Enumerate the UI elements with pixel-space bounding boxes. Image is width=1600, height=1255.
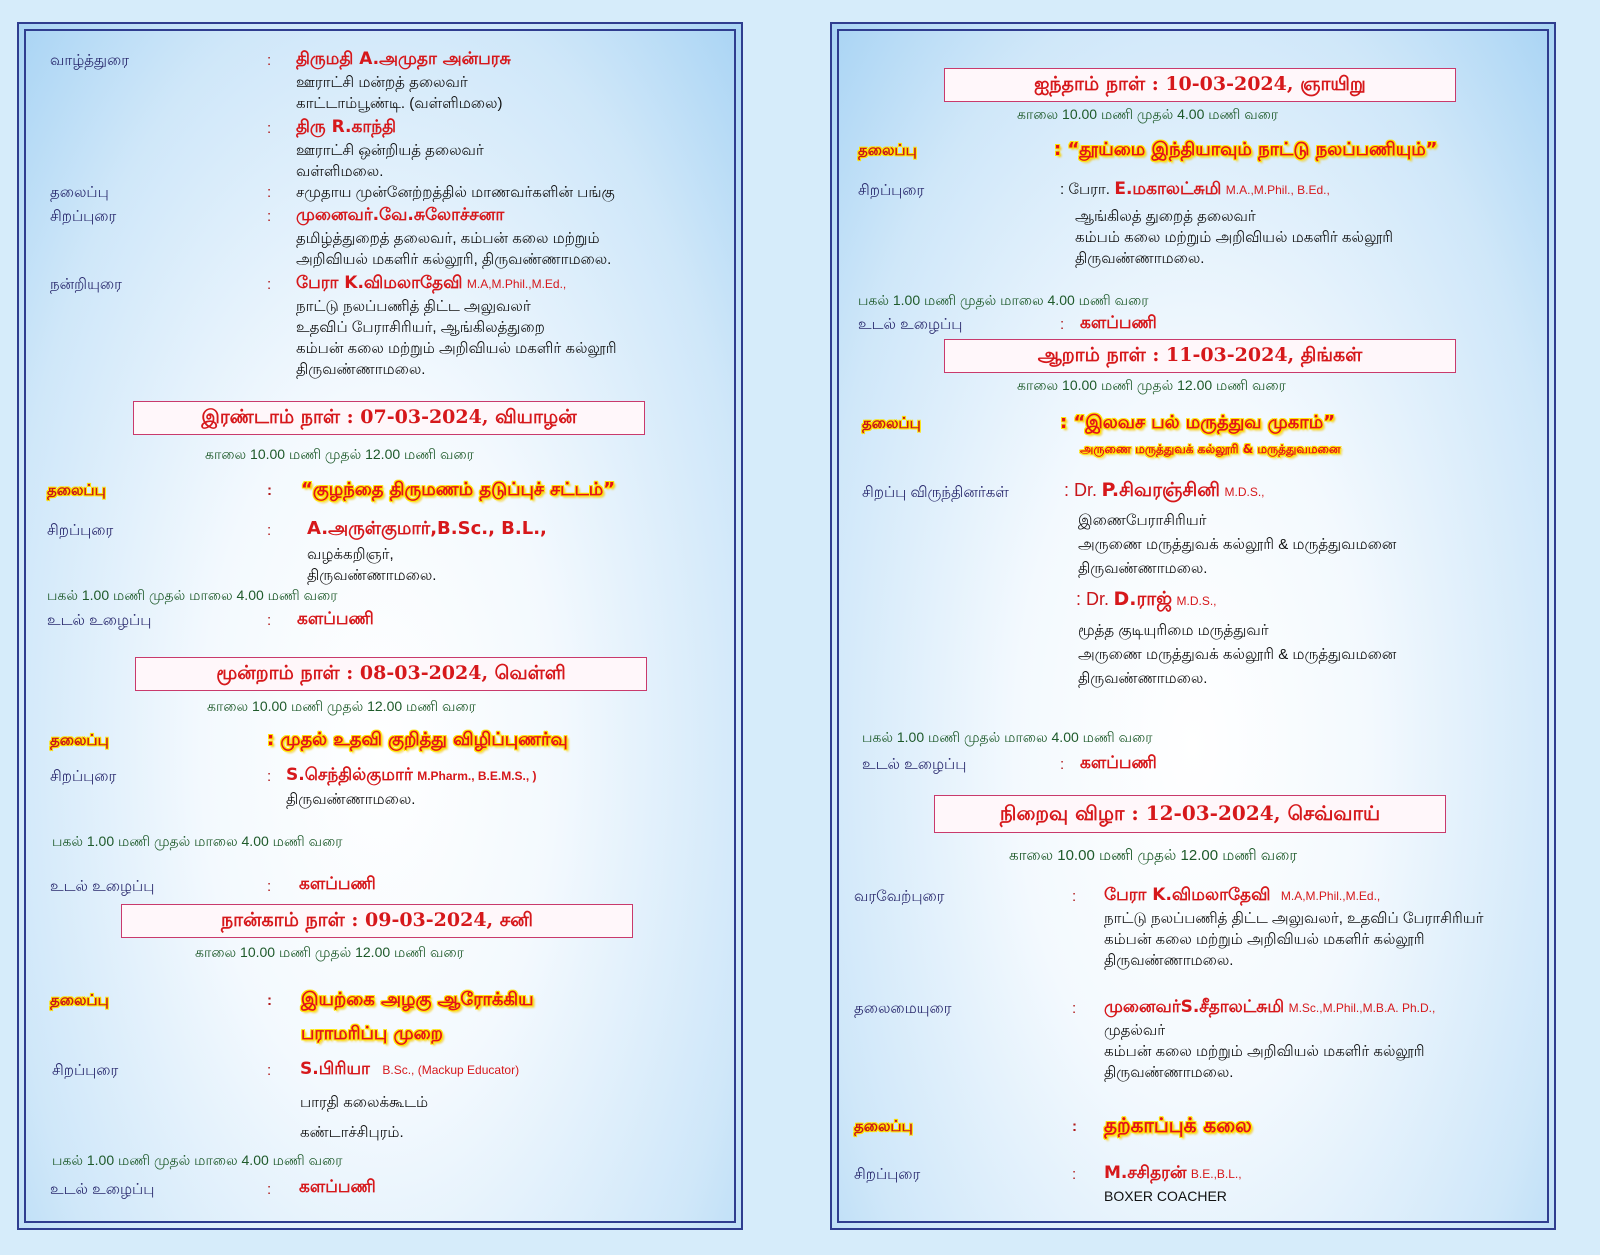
- day5-header: ஐந்தாம் நாள் : 10-03-2024, ஞாயிறு: [944, 68, 1456, 102]
- guest2-line1: ஊராட்சி ஒன்றியத் தலைவர்: [296, 142, 484, 159]
- day3-speaker: [286, 765, 537, 787]
- day3-topic-label: தலைப்பு: [50, 732, 109, 749]
- day4-header: நான்காம் நாள் : 09-03-2024, சனி: [121, 904, 633, 938]
- final-presidential-line1: முதல்வர்: [1104, 1022, 1166, 1039]
- day5-special-label: சிறப்புரை: [858, 182, 925, 199]
- day2-special-label: சிறப்புரை: [47, 522, 114, 539]
- day3-afternoon-time: பகல் 1.00 மணி முதல் மாலை 4.00 மணி வரை: [52, 833, 343, 849]
- final-welcome-label: வரவேற்புரை: [854, 888, 945, 905]
- day3-morning-time: காலை 10.00 மணி முதல் 12.00 மணி வரை: [207, 698, 476, 714]
- day6-guest2-prefix: : Dr.: [1076, 589, 1110, 609]
- day2-afternoon-time: பகல் 1.00 மணி முதல் மாலை 4.00 மணி வரை: [47, 587, 338, 603]
- day6-guest1-degree: M.D.S.,: [1224, 485, 1265, 499]
- final-header: நிறைவு விழா : 12-03-2024, செவ்வாய்: [934, 795, 1446, 833]
- colon: :: [267, 120, 272, 137]
- day4-speaker-name: S.பிரியா: [300, 1059, 370, 1079]
- day6-guest2-degree: M.D.S.,: [1176, 594, 1217, 608]
- colon: :: [267, 208, 272, 225]
- day6-guest1-line2: அருணை மருத்துவக் கல்லூரி & மருத்துவமனை: [1078, 536, 1397, 553]
- guest2-line2: வள்ளிமலை.: [296, 163, 384, 180]
- day3-topic: : முதல் உதவி குறித்து விழிப்புணர்வு: [267, 729, 568, 750]
- day4-speaker-line2: கண்டாச்சிபுரம்.: [300, 1124, 404, 1141]
- day4-special-label: சிறப்புரை: [52, 1062, 119, 1079]
- day5-speaker-prefix: : பேரா.: [1060, 181, 1110, 198]
- day6-topic-label: தலைப்பு: [862, 415, 921, 432]
- thanks-line4: திருவண்ணாமலை.: [296, 361, 426, 378]
- right-page: [830, 22, 1556, 1230]
- guest1-name: திருமதி A.அமுதா அன்பரசு: [296, 49, 511, 69]
- day6-guest1-prefix: : Dr.: [1064, 480, 1098, 500]
- day3-speaker-name: S.செந்தில்குமார்: [286, 765, 413, 785]
- left-page: [17, 22, 743, 1230]
- day2-work-label: உடல் உழைப்பு: [47, 612, 152, 629]
- final-presidential-label: தலைமையுரை: [854, 1000, 952, 1017]
- final-topic: தற்காப்புக் கலை: [1104, 1113, 1252, 1137]
- thanks-speaker: [296, 273, 566, 295]
- final-topic-label: தலைப்பு: [854, 1118, 913, 1135]
- speaker-name: முனைவர்.வே.சுலோச்சனா: [296, 205, 505, 225]
- day6-work: களப்பணி: [1080, 753, 1157, 773]
- day6-guest1-line1: இணைபேராசிரியர்: [1078, 512, 1207, 529]
- day5-speaker: [1060, 179, 1330, 201]
- final-welcome-speaker: [1104, 885, 1380, 907]
- day4-work-label: உடல் உழைப்பு: [50, 1181, 155, 1198]
- day4-speaker-line1: பாரதி கலைக்கூடம்: [300, 1094, 429, 1111]
- day6-guest1-line3: திருவண்ணாமலை.: [1078, 560, 1208, 577]
- day2-speaker-line1: வழக்கறிஞர்,: [307, 546, 394, 563]
- day6-topic-subtitle: அருணை மருத்துவக் கல்லூரி & மருத்துவமனை: [1080, 442, 1341, 456]
- thanks-name: பேரா K.விமலாதேவி: [296, 273, 463, 293]
- welcome-label: வாழ்த்துரை: [50, 52, 129, 69]
- speaker-line2: அறிவியல் மகளிர் கல்லூரி, திருவண்ணாமலை.: [296, 251, 612, 268]
- day5-work: களப்பணி: [1080, 313, 1157, 333]
- day4-topic-line2: பராமரிப்பு முறை: [301, 1023, 443, 1044]
- thanks-degree: M.A,M.Phil.,M.Ed.,: [466, 277, 567, 291]
- special-label: சிறப்புரை: [50, 208, 117, 225]
- day5-topic: : “தூய்மை இந்தியாவும் நாட்டு நலப்பணியும்”: [1054, 139, 1438, 160]
- day6-afternoon-time: பகல் 1.00 மணி முதல் மாலை 4.00 மணி வரை: [862, 729, 1153, 745]
- day2-topic: “குழந்தை திருமணம் தடுப்புச் சட்டம்”: [301, 479, 616, 500]
- thanks-line3: கம்பன் கலை மற்றும் அறிவியல் மகளிர் கல்லூரி: [296, 340, 617, 357]
- day5-speaker-line1: ஆங்கிலத் துறைத் தலைவர்: [1075, 208, 1256, 225]
- day2-work: களப்பணி: [297, 609, 374, 629]
- final-welcome-name: பேரா K.விமலாதேவி: [1104, 885, 1271, 905]
- guest2-name: திரு R.காந்தி: [296, 117, 397, 137]
- day5-speaker-degree: M.A.,M.Phil., B.Ed.,: [1225, 183, 1330, 197]
- thanks-line1: நாட்டு நலப்பணித் திட்ட அலுவலர்: [296, 298, 531, 315]
- day2-morning-time: காலை 10.00 மணி முதல் 12.00 மணி வரை: [205, 446, 474, 462]
- thanks-label: நன்றியுரை: [50, 276, 122, 293]
- final-morning-time: காலை 10.00 மணி முதல் 12.00 மணி வரை: [1009, 847, 1298, 864]
- thanks-line2: உதவிப் பேராசிரியர், ஆங்கிலத்துறை: [296, 319, 545, 336]
- final-speaker: [1104, 1163, 1242, 1185]
- final-presidential-speaker: [1104, 997, 1435, 1019]
- day5-afternoon-time: பகல் 1.00 மணி முதல் மாலை 4.00 மணி வரை: [858, 292, 1149, 308]
- day2-topic-label: தலைப்பு: [47, 482, 106, 499]
- day3-special-label: சிறப்புரை: [50, 768, 117, 785]
- final-welcome-line1: நாட்டு நலப்பணித் திட்ட அலுவலர், உதவிப் பேராசிரியர்: [1104, 910, 1484, 927]
- final-presidential-line2: கம்பன் கலை மற்றும் அறிவியல் மகளிர் கல்லூரி: [1104, 1043, 1425, 1060]
- day6-guest2-line1: மூத்த குடியுரிமை மருத்துவர்: [1078, 622, 1269, 639]
- day5-speaker-line2: கம்பம் கலை மற்றும் அறிவியல் மகளிர் கல்லூரி: [1075, 229, 1394, 246]
- day3-work-label: உடல் உழைப்பு: [50, 878, 155, 895]
- colon: :: [267, 184, 272, 201]
- colon: :: [267, 768, 272, 785]
- colon: :: [267, 276, 272, 293]
- topic-label: தலைப்பு: [50, 184, 109, 201]
- colon: :: [1060, 756, 1065, 773]
- day5-work-label: உடல் உழைப்பு: [858, 316, 963, 333]
- final-presidential-degree: M.Sc.,M.Phil.,M.B.A. Ph.D.,: [1288, 1001, 1436, 1015]
- colon: :: [1072, 1166, 1077, 1183]
- final-speaker-name: M.சசிதரன்: [1104, 1163, 1187, 1183]
- day5-topic-label: தலைப்பு: [858, 142, 917, 159]
- day6-guest2-line3: திருவண்ணாமலை.: [1078, 670, 1208, 687]
- colon: :: [267, 612, 272, 629]
- day3-header: மூன்றாம் நாள் : 08-03-2024, வெள்ளி: [135, 657, 647, 691]
- colon: :: [1072, 888, 1077, 905]
- day6-guest2: [1076, 588, 1217, 613]
- day6-morning-time: காலை 10.00 மணி முதல் 12.00 மணி வரை: [1017, 377, 1286, 393]
- day6-work-label: உடல் உழைப்பு: [862, 756, 967, 773]
- day4-morning-time: காலை 10.00 மணி முதல் 12.00 மணி வரை: [195, 944, 464, 960]
- guest1-line2: காட்டாம்பூண்டி. (வள்ளிமலை): [296, 95, 503, 112]
- day4-work: களப்பணி: [299, 1177, 376, 1197]
- final-presidential-line3: திருவண்ணாமலை.: [1104, 1064, 1234, 1081]
- day4-topic-label: தலைப்பு: [50, 992, 109, 1009]
- day6-guest1: [1064, 479, 1265, 504]
- colon: :: [267, 992, 272, 1009]
- guest1-line1: ஊராட்சி மன்றத் தலைவர்: [296, 74, 468, 91]
- final-presidential-name: முனைவர்S.சீதாலட்சுமி: [1104, 997, 1285, 1017]
- day4-afternoon-time: பகல் 1.00 மணி முதல் மாலை 4.00 மணி வரை: [52, 1152, 343, 1168]
- day6-topic: : “இலவச பல் மருத்துவ முகாம்”: [1060, 412, 1336, 433]
- final-speaker-line1: BOXER COACHER: [1104, 1188, 1227, 1204]
- day6-header: ஆறாம் நாள் : 11-03-2024, திங்கள்: [944, 339, 1456, 373]
- colon: :: [267, 482, 272, 499]
- day3-speaker-degree: M.Pharm., B.E.M.S., ): [417, 769, 537, 783]
- speaker-line1: தமிழ்த்துறைத் தலைவர், கம்பன் கலை மற்றும்: [296, 230, 600, 247]
- final-special-label: சிறப்புரை: [854, 1166, 921, 1183]
- day4-speaker: [300, 1059, 519, 1081]
- topic-value: சமுதாய முன்னேற்றத்தில் மாணவர்களின் பங்கு: [296, 184, 615, 201]
- colon: :: [267, 522, 272, 539]
- final-welcome-line2: கம்பன் கலை மற்றும் அறிவியல் மகளிர் கல்லூரி: [1104, 931, 1425, 948]
- colon: :: [267, 52, 272, 69]
- day6-guest1-name: P.சிவரஞ்சினி: [1101, 479, 1221, 501]
- day4-topic-line1: இயற்கை அழகு ஆரோக்கிய: [301, 989, 534, 1010]
- final-welcome-line3: திருவண்ணாமலை.: [1104, 952, 1234, 969]
- day6-guest2-line2: அருணை மருத்துவக் கல்லூரி & மருத்துவமனை: [1078, 646, 1397, 663]
- day6-guests-label: சிறப்பு விருந்தினர்கள்: [862, 484, 1009, 501]
- day3-speaker-line1: திருவண்ணாமலை.: [286, 791, 416, 808]
- final-welcome-degree: M.A,M.Phil.,M.Ed.,: [1280, 889, 1381, 903]
- colon: :: [1060, 316, 1065, 333]
- colon: :: [1072, 1000, 1077, 1017]
- colon: :: [1072, 1118, 1077, 1135]
- day2-speaker-line2: திருவண்ணாமலை.: [307, 567, 437, 584]
- colon: :: [267, 1181, 272, 1198]
- day5-morning-time: காலை 10.00 மணி முதல் 4.00 மணி வரை: [1017, 106, 1279, 122]
- day6-guest2-name: D.ராஜ்: [1113, 588, 1173, 610]
- day5-speaker-name: E.மகாலட்சுமி: [1114, 179, 1222, 199]
- day2-speaker-name: A.அருள்குமார்,B.Sc., B.L.,: [307, 518, 547, 539]
- day2-header: இரண்டாம் நாள் : 07-03-2024, வியாழன்: [133, 401, 645, 435]
- day4-speaker-degree: B.Sc., (Mackup Educator): [382, 1063, 520, 1077]
- colon: :: [267, 1062, 272, 1079]
- day3-work: களப்பணி: [299, 874, 376, 894]
- day5-speaker-line3: திருவண்ணாமலை.: [1075, 250, 1205, 267]
- final-speaker-degree: B.E.,B.L.,: [1190, 1167, 1242, 1181]
- colon: :: [267, 878, 272, 895]
